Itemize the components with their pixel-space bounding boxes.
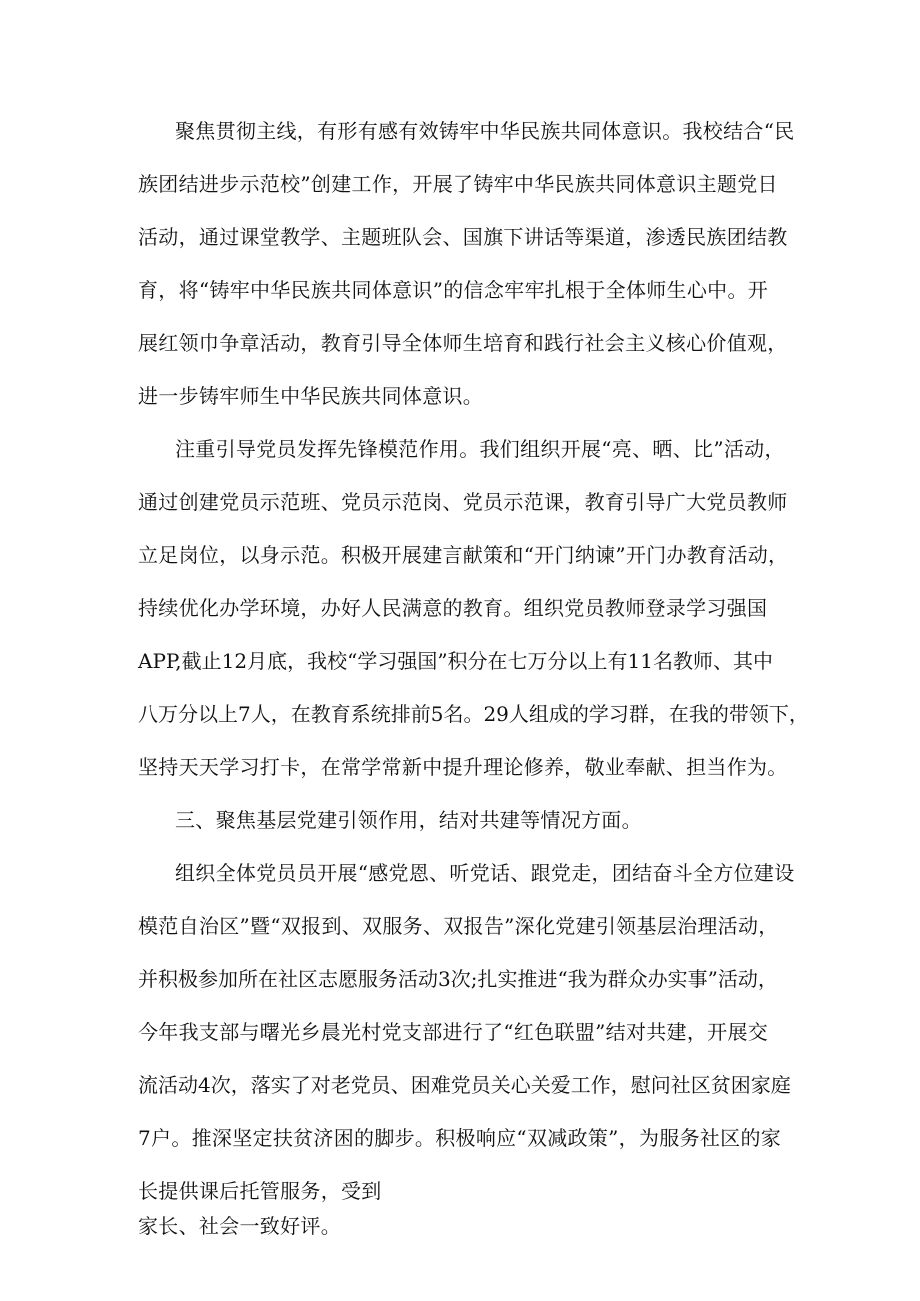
paragraph-4-line-3: 并积极参加所在社区志愿服务活动3次;扎实推进“我为群众办实事”活动， (138, 967, 778, 991)
paragraph-4-line-4: 今年我支部与曙光乡晨光村党支部进行了“红色联盟”结对共建，开展交 (138, 1020, 769, 1044)
paragraph-4-line-2: 模范自治区”暨“双报到、双服务、双报告”深化党建引领基层治理活动， (138, 914, 779, 938)
paragraph-2-line-4: 持续优化办学环境，办好人民满意的教育。组织党员教师登录学习强国 (138, 596, 768, 620)
paragraph-1-line-5: 展红领巾争章活动，教育引导全体师生培育和践行社会主义核心价值观， (138, 331, 788, 355)
paragraph-1-line-2: 族团结进步示范校”创建工作，开展了铸牢中华民族共同体意识主题党日 (138, 172, 778, 196)
paragraph-4-line-5: 流活动4次，落实了对老党员、困难党员关心关爱工作，慰问社区贫困家庭 (138, 1073, 791, 1097)
section-heading-3: 三、聚焦基层党建引领作用，结对共建等情况方面。 (175, 808, 642, 832)
paragraph-2-line-7: 坚持天天学习打卡，在常学常新中提升理论修养，敬业奉献、担当作为。 (138, 755, 788, 779)
paragraph-2-line-5: APP,截止12月底，我校“学习强国”积分在七万分以上有11名教师、其中 (138, 649, 774, 673)
paragraph-4-line-8: 家长、社会一致好评。 (138, 1214, 341, 1238)
paragraph-2-line-1: 注重引导党员发挥先锋模范作用。我们组织开展“亮、晒、比”活动， (175, 437, 785, 461)
paragraph-2-line-6: 八万分以上7人，在教育系统排前5名。29人组成的学习群，在我的带领下， (138, 702, 809, 726)
paragraph-4-line-7: 长提供课后托管服务，受到 (138, 1179, 382, 1203)
paragraph-2-line-2: 通过创建党员示范班、党员示范岗、党员示范课，教育引导广大党员教师 (138, 490, 788, 514)
paragraph-2-line-3: 立足岗位，以身示范。积极开展建言献策和“开门纳谏”开门办教育活动， (138, 543, 789, 567)
paragraph-1-line-1: 聚焦贯彻主线，有形有感有效铸牢中华民族共同体意识。我校结合“民 (175, 119, 795, 143)
paragraph-1-line-6: 进一步铸牢师生中华民族共同体意识。 (138, 384, 484, 408)
paragraph-4-line-1: 组织全体党员员开展“感党恩、听党话、跟党走，团结奋斗全方位建设 (175, 861, 795, 885)
paragraph-1-line-3: 活动，通过课堂教学、主题班队会、国旗下讲话等渠道，渗透民族团结教 (138, 225, 788, 249)
paragraph-4-line-6: 7户。推深坚定扶贫济困的脚步。积极响应“双减政策”，为服务社区的家 (138, 1126, 782, 1150)
paragraph-1-line-4: 育，将“铸牢中华民族共同体意识”的信念牢牢扎根于全体师生心中。开 (138, 278, 769, 302)
